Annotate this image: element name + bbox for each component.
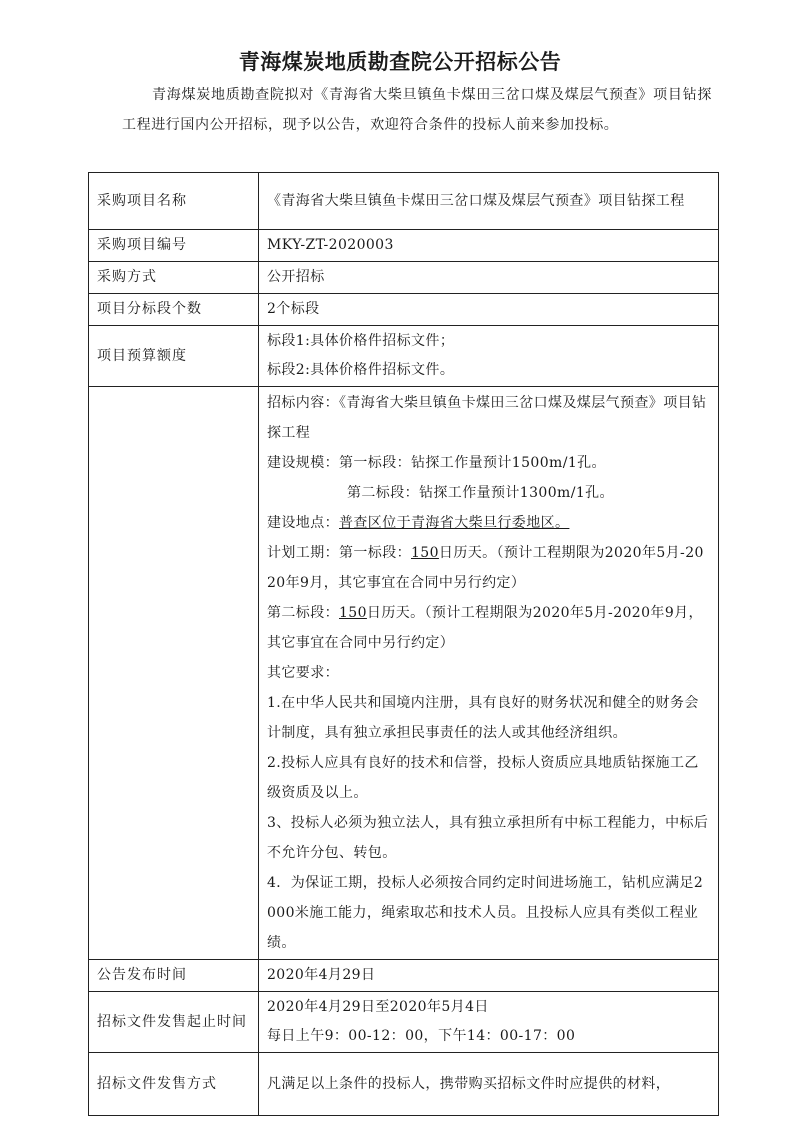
requirement-3: 3、投标人必须为独立法人，具有独立承担所有中标工程能力，中标后不允许分包、转包。 bbox=[267, 815, 709, 861]
period-2-days: 150 bbox=[339, 605, 367, 621]
intro-paragraph: 青海煤炭地质勘查院拟对《青海省大柴旦镇鱼卡煤田三岔口煤及煤层气预查》项目钻探工程进行国内公开招标，现予以公告，欢迎符合条件的投标人前来参加投标。 bbox=[122, 87, 712, 133]
row-label-procurement-method: 采购方式 bbox=[89, 262, 259, 294]
page-title: 青海煤炭地质勘查院公开招标公告 bbox=[238, 50, 562, 74]
period-label: 计划工期： bbox=[267, 545, 339, 561]
table-row bbox=[89, 387, 719, 960]
period-1-prefix: 第一标段： bbox=[339, 545, 411, 561]
period-1-rest: 日历天。（预计工程期限为2020年5月-2020年9月，其它事宜在合同中另行约定） bbox=[267, 545, 704, 591]
period-2-prefix: 第二标段： bbox=[267, 605, 339, 621]
requirement-1: 1.在中华人民共和国境内注册，具有良好的财务状况和健全的财务会计制度，具有独立承担民事责任的法人或其他经济组织。 bbox=[267, 695, 699, 741]
row-value-sale-method: 凡满足以上条件的投标人，携带购买招标文件时应提供的材料， bbox=[259, 1053, 719, 1116]
row-label-detail-empty bbox=[89, 387, 259, 960]
table-row bbox=[89, 1053, 719, 1116]
sale-period-dates: 2020年4月29日至2020年5月4日 bbox=[267, 999, 489, 1015]
period-lot-2 bbox=[267, 598, 710, 658]
scale-label: 建设规模： bbox=[267, 455, 339, 471]
location-text: 普查区位于青海省大柴旦行委地区。 bbox=[339, 515, 570, 531]
row-value-tender-detail bbox=[259, 387, 719, 960]
scale-lot-1: 第一标段：钻探工作量预计1500m/1孔。 bbox=[339, 455, 606, 471]
row-value-procurement-method: 公开招标 bbox=[259, 262, 719, 294]
table-row bbox=[89, 173, 719, 230]
table-row bbox=[89, 230, 719, 262]
period-lot-1 bbox=[267, 538, 710, 598]
row-label-project-name: 采购项目名称 bbox=[89, 173, 259, 230]
tender-content-label: 招标内容： bbox=[267, 395, 339, 411]
tender-content-text: 《青海省大柴旦镇鱼卡煤田三岔口煤及煤层气预查》项目钻探工程 bbox=[267, 395, 707, 441]
other-requirements-label: 其它要求： bbox=[267, 665, 339, 681]
row-value-project-name: 《青海省大柴旦镇鱼卡煤田三岔口煤及煤层气预查》项目钻探工程 bbox=[259, 173, 719, 230]
period-1-days: 150 bbox=[411, 545, 439, 561]
row-label-publish-time: 公告发布时间 bbox=[89, 960, 259, 992]
table-row bbox=[89, 960, 719, 992]
tender-content-line bbox=[267, 388, 710, 448]
row-label-budget: 项目预算额度 bbox=[89, 326, 259, 387]
location-label: 建设地点： bbox=[267, 515, 339, 531]
table-row bbox=[89, 326, 719, 387]
row-value-lot-count: 2个标段 bbox=[259, 294, 719, 326]
period-2-rest: 日历天。（预计工程期限为2020年5月-2020年9月，其它事宜在合同中另行约定） bbox=[267, 605, 703, 651]
row-value-sale-period bbox=[259, 992, 719, 1053]
budget-line: 标段1:具体价格件招标文件； bbox=[267, 333, 455, 349]
row-label-sale-method: 招标文件发售方式 bbox=[89, 1053, 259, 1116]
table-row bbox=[89, 992, 719, 1053]
row-value-project-code: MKY-ZT-2020003 bbox=[259, 230, 719, 262]
scale-line-1 bbox=[267, 448, 710, 478]
location-line bbox=[267, 508, 710, 538]
sale-period-hours: 每日上午9：00-12：00，下午14：00-17：00 bbox=[267, 1028, 576, 1044]
row-label-sale-period: 招标文件发售起止时间 bbox=[89, 992, 259, 1053]
row-label-lot-count: 项目分标段个数 bbox=[89, 294, 259, 326]
requirement-4: 4．为保证工期，投标人必须按合同约定时间进场施工，钻机应满足2000米施工能力，绳索取芯和技术人员。且投标人应具有类似工程业绩。 bbox=[267, 875, 704, 951]
tender-info-table bbox=[88, 172, 719, 1116]
table-row bbox=[89, 262, 719, 294]
budget-line: 标段2:具体价格件招标文件。 bbox=[267, 362, 455, 378]
row-value-budget bbox=[259, 326, 719, 387]
scale-lot-2: 第二标段：钻探工作量预计1300m/1孔。 bbox=[347, 485, 614, 501]
row-label-project-code: 采购项目编号 bbox=[89, 230, 259, 262]
table-row bbox=[89, 294, 719, 326]
requirement-2: 2.投标人应具有良好的技术和信誉，投标人资质应具地质钻探施工乙级资质及以上。 bbox=[267, 755, 699, 801]
row-value-publish-time: 2020年4月29日 bbox=[259, 960, 719, 992]
